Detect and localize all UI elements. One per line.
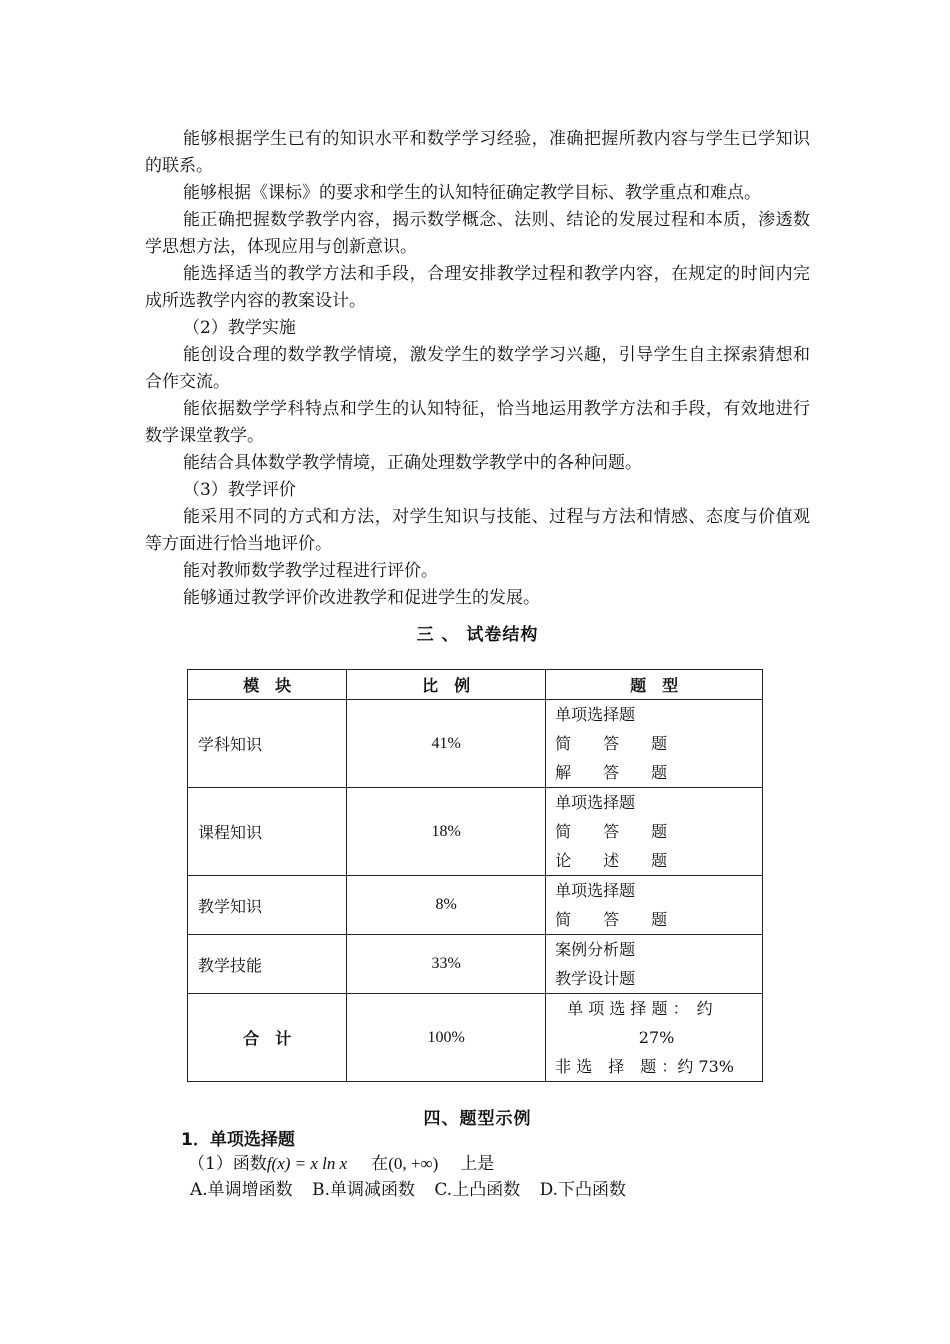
type-line: 案例分析题 [555,940,636,959]
paragraph: 能够根据《课标》的要求和学生的认知特征确定教学目标、教学重点和难点。 [183,183,761,203]
document-body [145,126,810,612]
header-module: 模 块 [188,670,347,700]
option-b: B.单调减函数 [312,1180,415,1200]
interval-expression: (0, +∞) [388,1154,439,1173]
types-cell [546,700,763,788]
table-row [188,788,763,876]
type-line: 简 答 题 [555,822,668,841]
type-line: 单项选择题 [555,881,636,900]
header-ratio: 比 例 [347,670,546,700]
ratio-cell: 33% [347,935,546,994]
subheading-teaching-evaluation: （3）教学评价 [183,480,296,500]
types-cell [546,876,763,935]
module-cell: 课程知识 [188,788,347,876]
table-header-row [188,670,763,700]
type-line: 27% [638,1028,675,1047]
table-row [188,935,763,994]
question-type-heading: 1．单项选择题 [181,1130,295,1150]
type-line: 单项选择题 [555,793,636,812]
type-line: 教学设计题 [555,969,636,988]
total-ratio: 100% [347,994,546,1082]
question-prefix: （1）函数 [188,1154,267,1174]
paragraph: 能正确把握数学教学内容，揭示数学概念、法则、结论的发展过程和本质，渗透数学思想方法，体现应用与创新意识。 [145,210,810,257]
paragraph: 能采用不同的方式和方法，对学生知识与技能、过程与方法和情感、态度与价值观等方面进行恰当地评价。 [145,507,810,554]
question-1 [188,1152,494,1176]
type-line: 简 答 题 [555,734,668,753]
option-a: A.单调增函数 [190,1180,293,1200]
ratio-cell: 18% [347,788,546,876]
ratio-cell: 8% [347,876,546,935]
type-line: 单 项 选 择 题 ： 约 [567,999,713,1018]
types-cell [546,788,763,876]
paragraph: 能结合具体数学教学情境，正确处理数学教学中的各种问题。 [183,453,642,473]
ratio-cell: 41% [347,700,546,788]
type-line: 单项选择题 [555,705,636,724]
total-types-cell [546,994,763,1082]
header-question-type: 题 型 [546,670,763,700]
section-title-question-examples: 四、题型示例 [423,1109,532,1129]
paragraph: 能够通过教学评价改进教学和促进学生的发展。 [183,588,540,608]
question-mid: 在 [371,1154,389,1174]
paragraph: 能够根据学生已有的知识水平和数学学习经验，准确把握所教内容与学生已学知识的联系。 [145,129,810,176]
module-cell: 教学技能 [188,935,347,994]
exam-structure-table [187,669,763,1082]
subheading-teaching-implementation: （2）教学实施 [183,318,296,338]
paragraph: 能选择适当的教学方法和手段，合理安排教学过程和教学内容，在规定的时间内完成所选教学内容的教案设计。 [145,264,810,311]
option-c: C.上凸函数 [434,1180,521,1200]
option-d: D.下凸函数 [539,1180,627,1200]
module-cell: 教学知识 [188,876,347,935]
type-line: 非 选 择 题 ：约 73% [555,1057,734,1076]
types-cell [546,935,763,994]
type-line: 解 答 题 [555,763,668,782]
table-total-row [188,994,763,1082]
type-line: 简 答 题 [555,910,668,929]
paragraph: 能对教师数学教学过程进行评价。 [183,561,438,581]
type-line: 论 述 题 [555,851,668,870]
paragraph: 能依据数学学科特点和学生的认知特征，恰当地运用教学方法和手段，有效地进行数学课堂教学。 [145,399,810,446]
module-cell: 学科知识 [188,700,347,788]
function-expression: f(x) = x ln x [266,1154,348,1173]
total-label: 合 计 [188,994,347,1082]
paragraph: 能创设合理的数学教学情境，激发学生的数学学习兴趣，引导学生自主探索猜想和合作交流。 [145,345,810,392]
table-row [188,700,763,788]
table-row [188,876,763,935]
answer-options [190,1178,626,1202]
section-title-exam-structure: 三 、 试卷结构 [416,625,539,645]
question-suffix: 上是 [460,1154,495,1174]
